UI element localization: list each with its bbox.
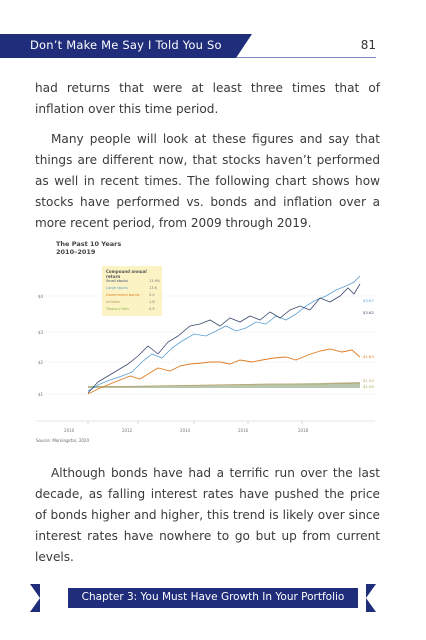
legend-label: Inflation	[106, 300, 121, 304]
chart-plot	[30, 236, 380, 446]
y-tick-label: $4	[38, 294, 44, 299]
y-tick-label: $1	[38, 392, 44, 397]
end-value-label: $3.67	[363, 298, 374, 303]
legend-value: 5.0	[149, 293, 155, 297]
legend-title: Compound annual return	[106, 269, 147, 279]
chart-source: Source: Morningstar, 2020	[36, 438, 90, 443]
y-tick-label: $2	[38, 360, 44, 365]
paragraph-2: Many people will look at these figures and say that things are different now, that stocks haven’t performed as well in recent times. The following chart shows how stocks have performed vs. bonds and inflation over a more recent period, from 2009 through 2019.	[35, 132, 380, 230]
chart-legend	[102, 266, 162, 316]
end-value-label: $1.05	[363, 384, 374, 389]
legend-value: 13.9%	[149, 279, 161, 283]
footer-left-ribbon	[30, 584, 40, 612]
legend-value: 13.6	[149, 286, 157, 290]
header-band-tip	[236, 34, 252, 58]
legend-value: 0.5	[149, 307, 155, 311]
header-rule	[236, 57, 376, 58]
footer-right-ribbon	[366, 584, 376, 612]
legend-label: Treasury bills	[106, 307, 129, 311]
grid	[36, 296, 375, 394]
legend-label: Government bonds	[106, 293, 140, 297]
x-tick-marks	[88, 421, 302, 424]
legend-value: 1.8	[149, 300, 155, 304]
legend-label: Small stocks	[106, 279, 128, 283]
y-tick-label: $3	[38, 330, 44, 335]
x-tick-label: 2018	[298, 428, 309, 433]
paragraph-3: Although bonds have had a terrific run over the last decade, as falling interest rates have pushed the price of bonds higher and higher, this trend is likely over since interest rates have nowhere to go but up from current levels.	[35, 466, 380, 564]
page-header	[0, 0, 426, 62]
chapter-title: Chapter 3: You Must Have Growth In Your Portfolio	[81, 591, 345, 603]
page-footer	[68, 588, 358, 608]
chart-title-sub: 2010–2019	[56, 248, 96, 256]
x-tick-label: 2010	[64, 428, 75, 433]
chart-title-main: The Past 10 Years	[56, 240, 122, 248]
x-tick-label: 2016	[238, 428, 249, 433]
end-value-label: $1.63	[363, 354, 374, 359]
paragraph-1: had returns that were at least three times that of inflation over this time period.	[35, 81, 380, 116]
end-value-label: $1.20	[363, 378, 374, 383]
page-number: 81	[360, 38, 376, 52]
chart-figure	[30, 236, 380, 446]
legend-label: Large stocks	[106, 286, 129, 290]
x-tick-label: 2012	[122, 428, 133, 433]
running-title: Don’t Make Me Say I Told You So	[30, 38, 222, 52]
x-tick-label: 2014	[180, 428, 191, 433]
end-value-label: $3.62	[363, 310, 374, 315]
